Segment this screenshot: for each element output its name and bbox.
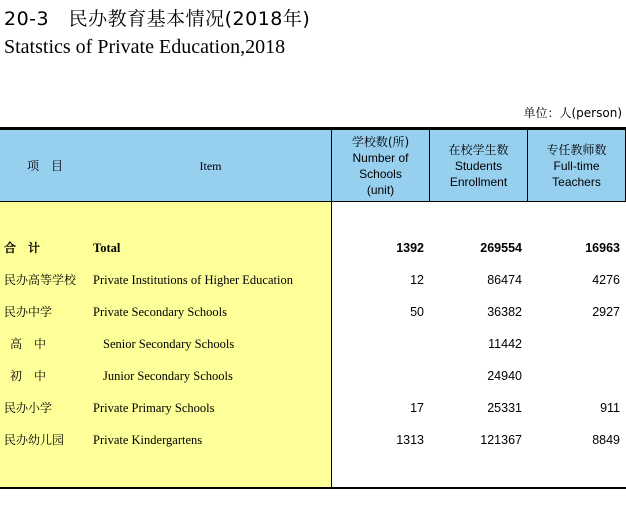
cell-students: 86474 (487, 273, 522, 287)
header-schools-cn: 学校数(所) (351, 134, 410, 149)
header-item-cn-label: 项 目 (26, 158, 63, 173)
row-label-cn: 合 计 (4, 241, 41, 255)
header-teachers-en-2: Teachers (552, 174, 601, 189)
row-label-en: Total (93, 241, 121, 255)
header-schools-en-2: Schools (359, 166, 402, 181)
row-label-cn: 高 中 (10, 337, 47, 351)
header-schools-en-1: Number of (352, 150, 409, 165)
table-row (0, 398, 626, 418)
row-label-cn: 民办高等学校 (4, 273, 77, 287)
header-teachers-cn: 专任教师数 (546, 142, 607, 157)
cell-teachers: 4276 (592, 273, 620, 287)
row-label-cn: 民办小学 (4, 401, 53, 415)
table-row (0, 270, 626, 290)
row-label-en: Private Kindergartens (93, 433, 203, 447)
table-row (0, 334, 626, 354)
cell-teachers: 16963 (585, 241, 620, 255)
cell-students: 11442 (488, 337, 522, 351)
header-schools-en-3: (unit) (366, 182, 395, 197)
cell-schools: 12 (410, 273, 424, 287)
row-label-cn: 民办幼儿园 (4, 433, 65, 447)
page-title-english: Statstics of Private Education,2018 (4, 36, 286, 58)
header-item-en-label: Item (199, 158, 222, 173)
header-students-en-2: Enrollment (449, 174, 508, 189)
cell-students: 24940 (487, 369, 522, 383)
table-bottom-rule (0, 487, 626, 489)
header-teachers (528, 130, 625, 201)
cell-students: 121367 (480, 433, 522, 447)
header-students (430, 130, 527, 201)
row-label-en: Senior Secondary Schools (103, 337, 235, 351)
header-schools (332, 130, 429, 201)
page-title-chinese: 20-3 民办教育基本情况(2018年) (4, 8, 311, 30)
row-label-en: Private Primary Schools (93, 401, 215, 415)
table-row (0, 366, 626, 386)
cell-teachers: 8849 (592, 433, 620, 447)
header-item-cn (0, 130, 90, 201)
row-label-en: Junior Secondary Schools (103, 369, 233, 383)
table-row (0, 302, 626, 322)
cell-schools: 50 (410, 305, 424, 319)
row-label-en: Private Institutions of Higher Education (93, 273, 293, 287)
unit-note: 单位：人(person) (523, 106, 622, 120)
statistics-table (0, 127, 626, 489)
header-teachers-en-1: Full-time (553, 158, 600, 173)
row-label-en: Private Secondary Schools (93, 305, 228, 319)
cell-students: 269554 (480, 241, 522, 255)
table-row-total (0, 238, 626, 258)
cell-schools: 1392 (396, 241, 424, 255)
cell-teachers: 911 (600, 401, 620, 415)
header-item-en (90, 130, 331, 201)
cell-students: 36382 (487, 305, 522, 319)
row-label-cn: 初 中 (10, 369, 47, 383)
row-label-cn: 民办中学 (4, 305, 53, 319)
cell-schools: 1313 (396, 433, 424, 447)
header-students-cn: 在校学生数 (448, 142, 509, 157)
cell-students: 25331 (487, 401, 522, 415)
cell-teachers: 2927 (592, 305, 620, 319)
table-row (0, 430, 626, 450)
header-students-en-1: Students (454, 158, 503, 173)
cell-schools: 17 (410, 401, 424, 415)
